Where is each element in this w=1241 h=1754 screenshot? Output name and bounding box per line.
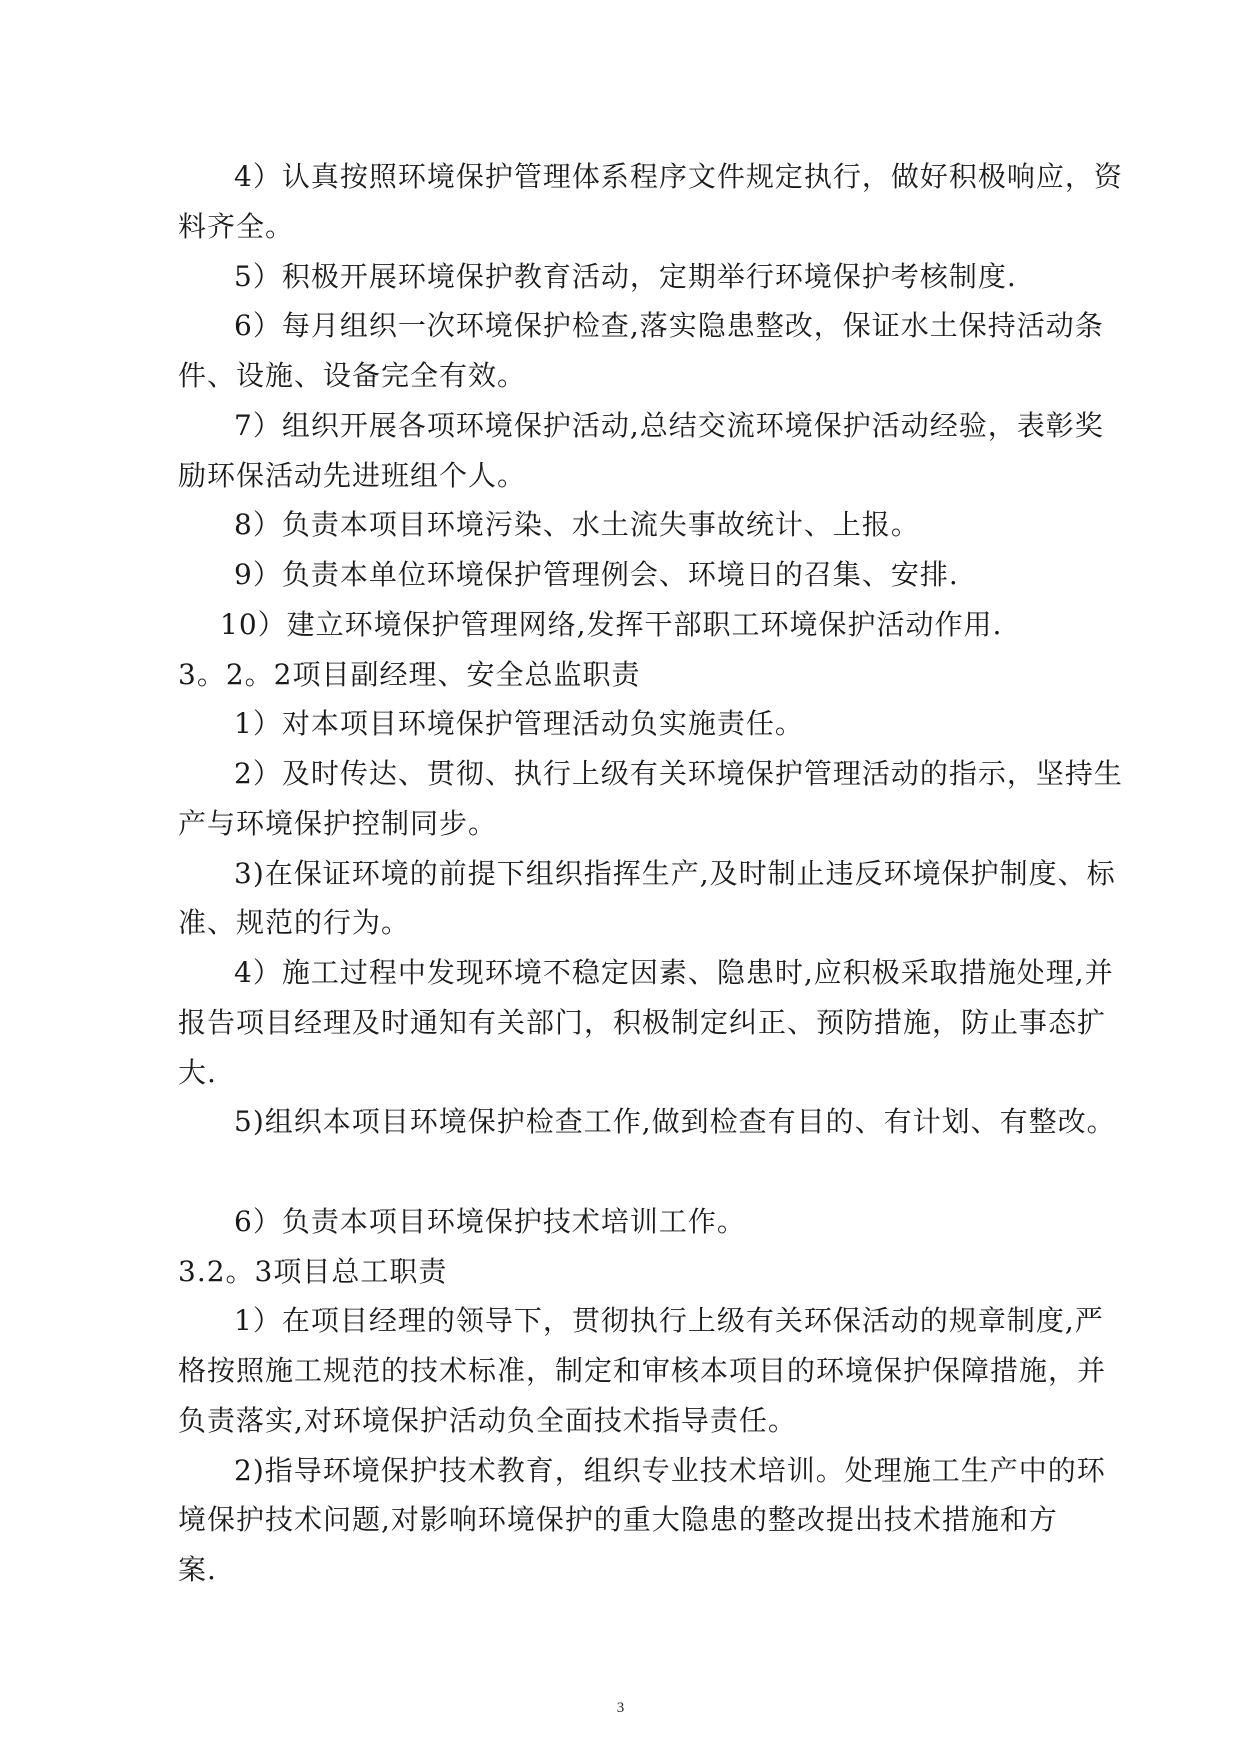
text-line: 10）建立环境保护管理网络,发挥干部职工环境保护活动作用. bbox=[220, 608, 1003, 641]
text-line: 5）积极开展环境保护教育活动，定期举行环境保护考核制度. bbox=[234, 260, 1017, 293]
text-line: 1）对本项目环境保护管理活动负实施责任。 bbox=[234, 707, 804, 740]
text-line: 境保护技术问题,对影响环境保护的重大隐患的整改提出技术措施和方 bbox=[178, 1503, 1058, 1536]
text-line: 大. bbox=[178, 1056, 217, 1089]
text-line: 件、设施、设备完全有效。 bbox=[178, 359, 527, 392]
text-line: 8）负责本项目环境污染、水土流失事故统计、上报。 bbox=[234, 508, 920, 541]
text-line: 2)指导环境保护技术教育，组织专业技术培训。处理施工生产中的环 bbox=[234, 1454, 1106, 1487]
page-number: 3 bbox=[616, 1700, 625, 1716]
text-line: 9）负责本单位环境保护管理例会、环境日的召集、安排. bbox=[234, 558, 959, 591]
text-line: 格按照施工规范的技术标准，制定和审核本项目的环境保护保障措施，并 bbox=[178, 1354, 1107, 1387]
text-line: 4）施工过程中发现环境不稳定因素、隐患时,应积极采取措施处理,并 bbox=[234, 956, 1114, 989]
text-line: 6）每月组织一次环境保护检查,落实隐患整改，保证水土保持活动条 bbox=[234, 309, 1104, 342]
text-line: 7）组织开展各项环境保护活动,总结交流环境保护活动经验，表彰奖 bbox=[234, 409, 1104, 442]
text-line: 励环保活动先进班组个人。 bbox=[178, 459, 527, 492]
text-line: 6）负责本项目环境保护技术培训工作。 bbox=[234, 1205, 746, 1238]
section-heading: 3。2。2项目副经理、安全总监职责 bbox=[178, 658, 641, 691]
text-line: 3)在保证环境的前提下组织指挥生产,及时制止违反环境保护制度、标 bbox=[234, 857, 1116, 890]
section-heading: 3.2。3项目总工职责 bbox=[178, 1255, 448, 1288]
text-line: 准、规范的行为。 bbox=[178, 906, 411, 939]
text-line: 5)组织本项目环境保护检查工作,做到检查有目的、有计划、有整改。 bbox=[234, 1105, 1116, 1138]
text-line: 报告项目经理及时通知有关部门，积极制定纠正、预防措施，防止事态扩 bbox=[178, 1006, 1107, 1039]
text-line: 产与环境保护控制同步。 bbox=[178, 807, 498, 840]
text-line: 4）认真按照环境保护管理体系程序文件规定执行，做好积极响应，资 bbox=[234, 160, 1123, 193]
text-line: 2）及时传达、贯彻、执行上级有关环境保护管理活动的指示，坚持生 bbox=[234, 757, 1123, 790]
text-line: 1）在项目经理的领导下，贯彻执行上级有关环保活动的规章制度,严 bbox=[234, 1304, 1104, 1337]
text-line: 料齐全。 bbox=[178, 210, 295, 243]
text-line: 负责落实,对环境保护活动负全面技术指导责任。 bbox=[178, 1404, 797, 1437]
text-line: 案. bbox=[178, 1553, 217, 1586]
